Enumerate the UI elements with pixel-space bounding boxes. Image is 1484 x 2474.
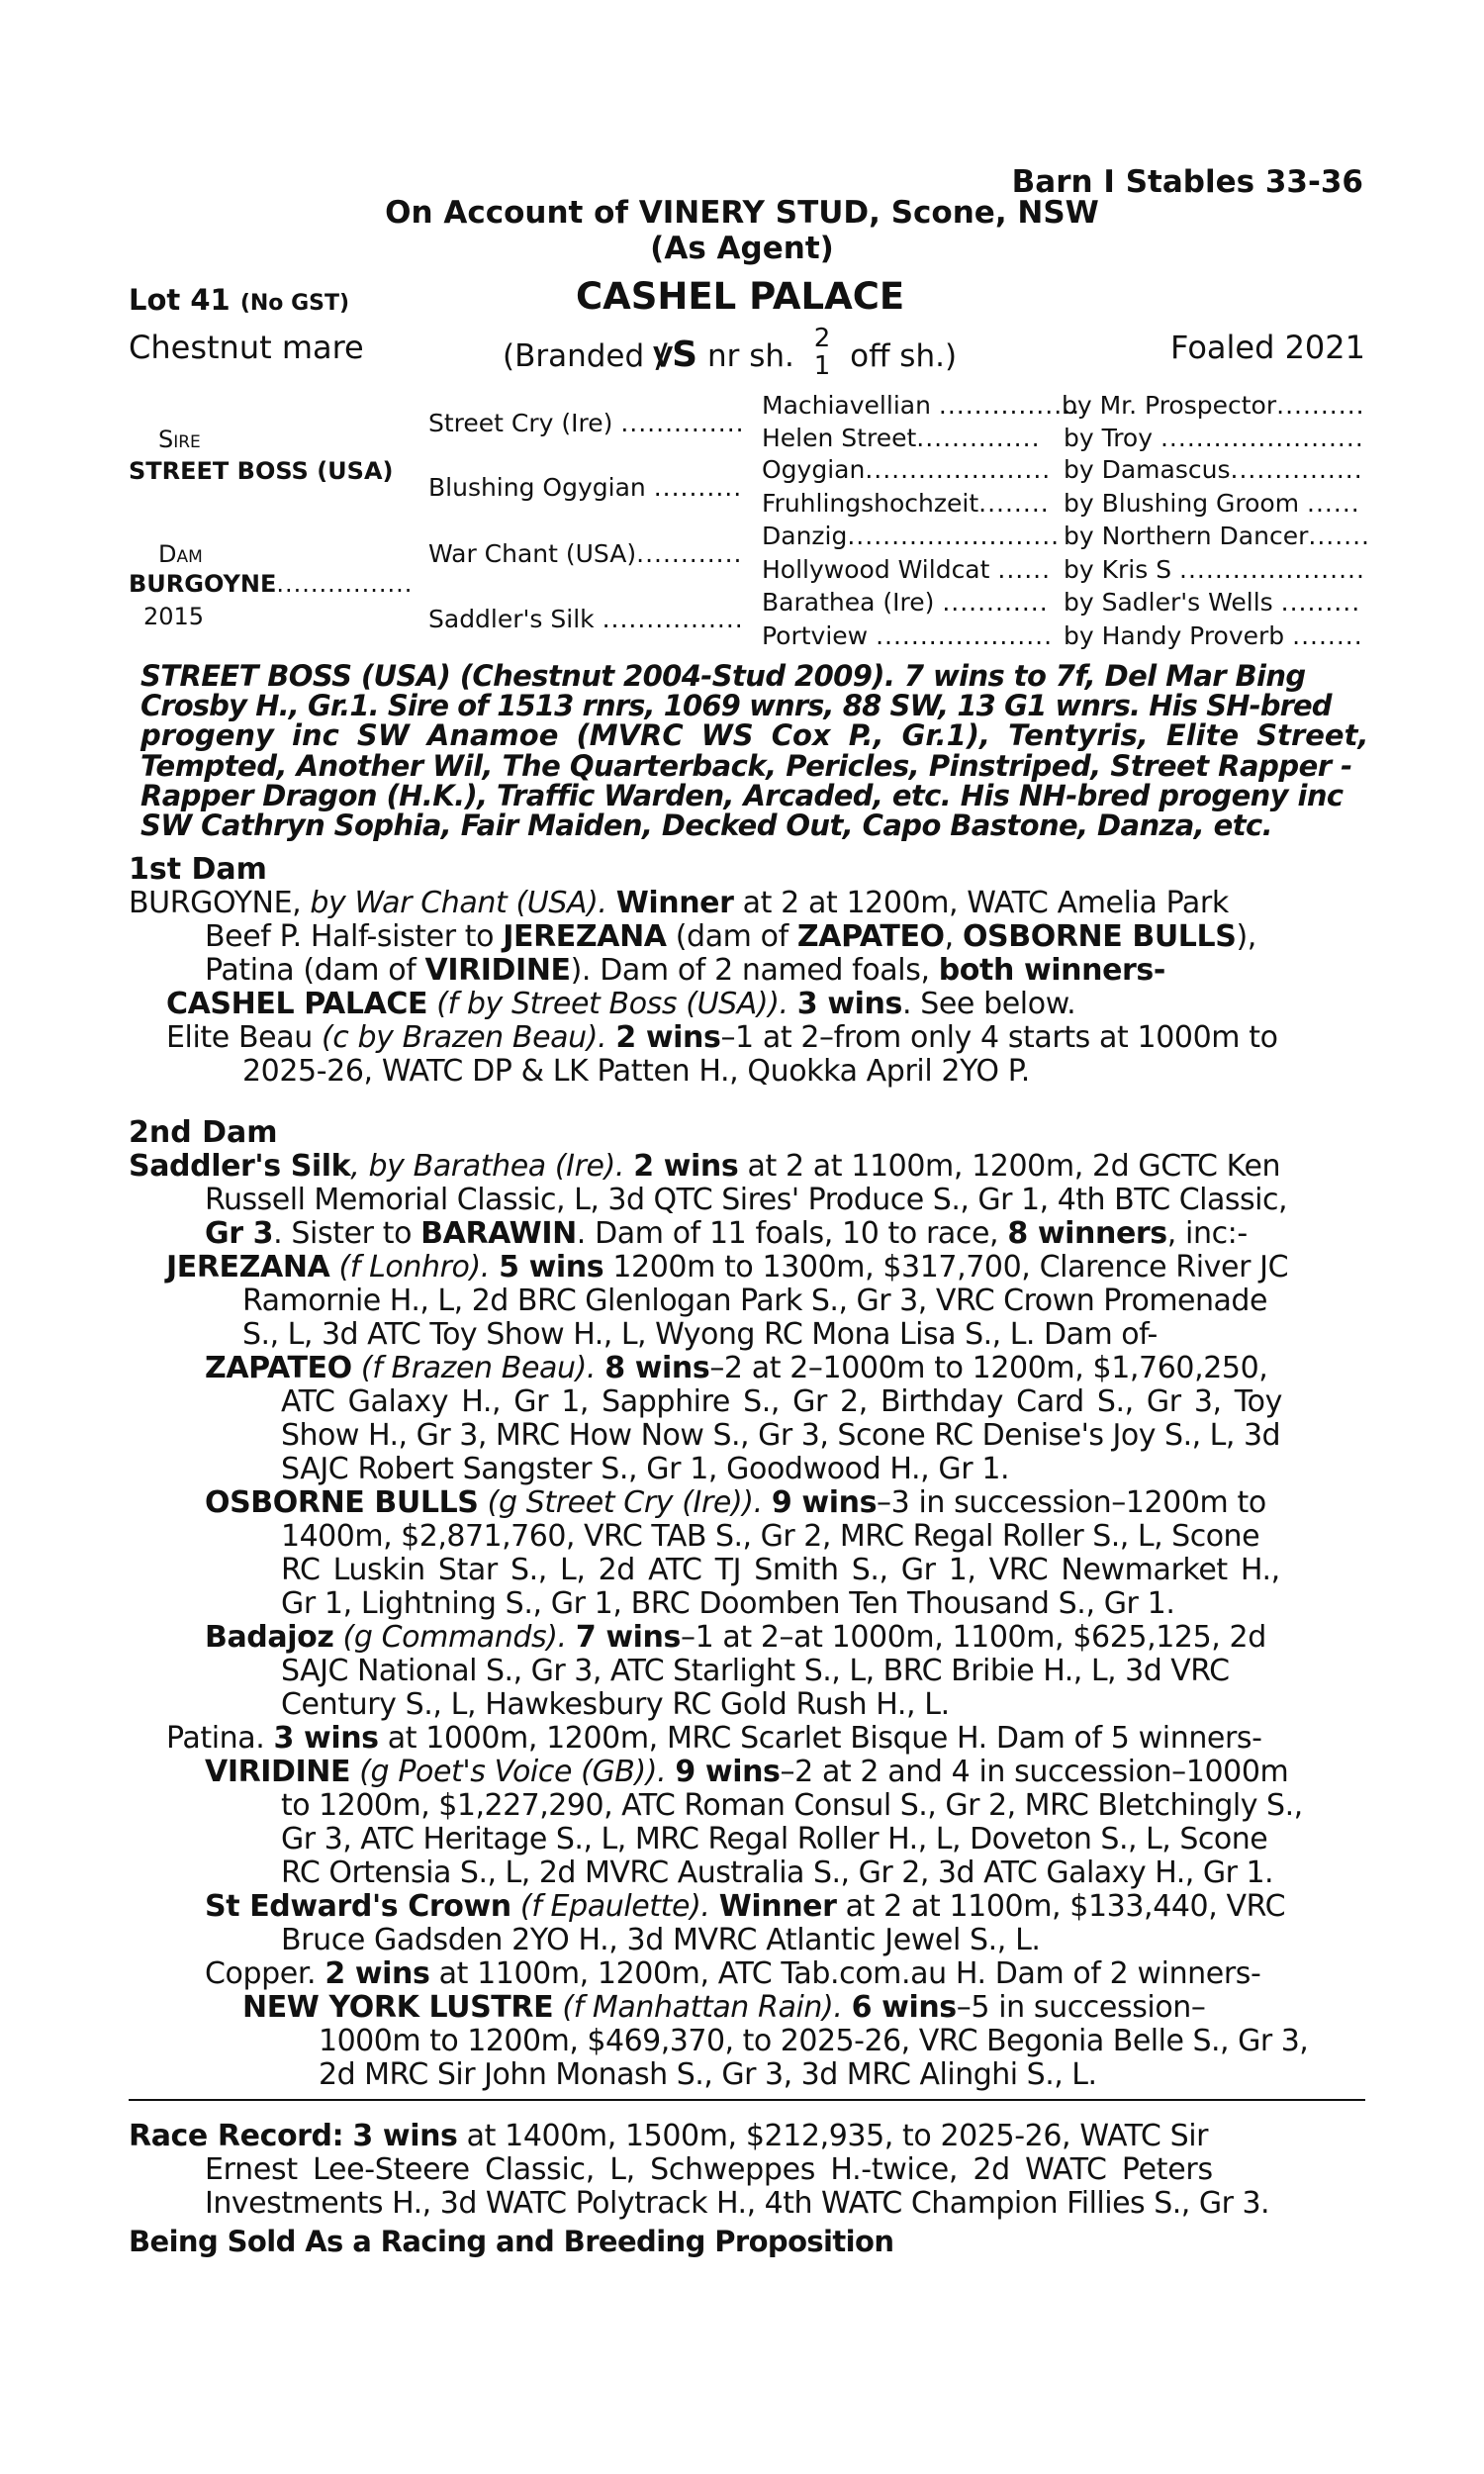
pedigree-gen4: by Damascus............... (1064, 455, 1363, 484)
gst-note: (No GST) (239, 291, 350, 316)
pedigree-gen3: Barathea (Ire) ............ (762, 588, 1049, 617)
second-dam-line (205, 1217, 1248, 1251)
sire-ref: (f Brazen Beau). (360, 1351, 597, 1385)
section-divider (129, 2099, 1365, 2101)
wins-text: Winner (718, 1889, 837, 1924)
produce-line (166, 1722, 1262, 1756)
pedigree-name: Street Cry (Ire) (428, 409, 613, 437)
text: (dam of (675, 919, 788, 954)
pedigree-name: by Blushing Groom (1064, 489, 1300, 518)
text: . Sister to (273, 1216, 413, 1251)
pedigree-gen3: Fruhlingshochzeit........ (762, 489, 1050, 518)
horse-ref: Patina. (166, 1721, 265, 1756)
pedigree-name: by Mr. Prospector (1062, 391, 1277, 420)
sire-ref: (f by Street Boss (USA)). (436, 987, 788, 1021)
race-record-label: Race Record: (129, 2119, 344, 2153)
produce-line: RC Ortensia S., L, 2d MVRC Australia S., Gr 2, 3d ATC Galaxy H., Gr 1. (281, 1856, 1274, 1890)
stud-record-line: Tempted, Another Wil, The Quarterback, Pericles, Pinstriped, Street Rapper - (140, 749, 1352, 783)
pedigree-gen4: by Northern Dancer....... (1064, 522, 1371, 550)
pedigree-name: Hollywood Wildcat (762, 555, 990, 584)
produce-line: Bruce Gadsden 2YO H., 3d MVRC Atlantic Jewel S., L. (281, 1923, 1041, 1957)
wins-text: 2 wins (633, 1149, 739, 1184)
stud-record-line: STREET BOSS (USA) (Chestnut 2004-Stud 2009). 7 wins to 7f, Del Mar Bing (140, 659, 1306, 693)
pedigree-name: by Kris S (1064, 555, 1172, 584)
pedigree-gen4: by Sadler's Wells ......... (1064, 588, 1361, 617)
pedigree-gen4: by Handy Proverb ........ (1064, 621, 1363, 650)
agent-line: (As Agent) (650, 231, 834, 266)
produce-line: SAJC National S., Gr 3, ATC Starlight S., L, BRC Bribie H., L, 3d VRC (281, 1654, 1230, 1688)
stud-record-line: progeny inc SW Anamoe (MVRC WS Cox P., Gr.1), Tentyris, Elite Street, (140, 718, 1369, 752)
pedigree-name: by Damascus (1064, 455, 1231, 484)
produce-line (166, 1251, 1288, 1285)
pedigree-name: by Northern Dancer (1064, 522, 1309, 550)
pedigree-name: Fruhlingshochzeit (762, 489, 979, 518)
text: –2 at 2–1000m to 1200m, $1,760,250, (709, 1351, 1268, 1385)
dam-sire: by War Chant (USA). (310, 886, 607, 920)
dam-name: BURGOYNE (129, 570, 277, 598)
produce-line: to 1200m, $1,227,290, ATC Roman Consul S., Gr 2, MRC Bletchingly S., (281, 1788, 1303, 1823)
produce-line (242, 1991, 1206, 2025)
produce-line: 1000m to 1200m, $469,370, to 2025-26, VRC Begonia Belle S., Gr 3, (319, 2024, 1309, 2058)
brand-num-top: 2 (813, 323, 831, 353)
pedigree-gen2: War Chant (USA)............ (428, 539, 743, 568)
produce-line: RC Luskin Star S., L, 2d ATC TJ Smith S., Gr 1, VRC Newmarket H., (281, 1553, 1280, 1587)
produce-line: S., L, 3d ATC Toy Show H., L, Wyong RC Mona Lisa S., L. Dam of- (242, 1317, 1158, 1352)
pedigree-name: Helen Street (762, 424, 917, 452)
produce-line: ATC Galaxy H., Gr 1, Sapphire S., Gr 2, Birthday Card S., Gr 3, Toy (281, 1384, 1282, 1419)
horse-ref: JEREZANA (503, 919, 667, 954)
sire-ref: (g Commands). (342, 1620, 567, 1655)
pedigree-gen2: Saddler's Silk ................ (428, 605, 744, 633)
pedigree-gen3: Portview .................... (762, 621, 1054, 650)
horse-ref: Badajoz (205, 1620, 334, 1655)
text: at 1400m, 1500m, $212,935, to 2025-26, WATC Sir (466, 2119, 1209, 2153)
wins-text: 5 wins (499, 1250, 604, 1285)
vendor-line: On Account of VINERY STUD, Scone, NSW (385, 195, 1099, 231)
text: . Dam of 11 foals, 10 to race, (576, 1216, 999, 1251)
winner-text: Winner (615, 886, 734, 920)
lot-label: Lot 41 (129, 283, 231, 317)
sire-ref: (g Street Cry (Ire)). (487, 1485, 763, 1520)
pedigree-gen4: by Kris S ..................... (1064, 555, 1365, 584)
text: 1200m to 1300m, $317,700, Clarence River JC (612, 1250, 1289, 1285)
horse-ref: CASHEL PALACE (166, 987, 428, 1021)
text: at 1000m, 1200m, MRC Scarlet Bisque H. Dam of 5 winners- (387, 1721, 1262, 1756)
colour-sex: Chestnut mare (129, 329, 364, 366)
dam-sire: , by Barathea (Ire). (350, 1149, 625, 1184)
produce-line: Ramornie H., L, 2d BRC Glenlogan Park S., Gr 3, VRC Crown Promenade (242, 1284, 1267, 1318)
horse-ref: ZAPATEO (205, 1351, 352, 1385)
stud-record-line: Crosby H., Gr.1. Sire of 1513 rnrs, 1069 wnrs, 88 SW, 13 G1 wnrs. His SH-bred (140, 689, 1332, 722)
dam-leader: ................ (276, 570, 414, 598)
horse-ref: St Edward's Crown (205, 1889, 511, 1924)
first-dam-line (205, 954, 1165, 988)
text: . See below. (901, 987, 1076, 1021)
wins-text: 8 wins (604, 1351, 710, 1385)
sire-ref: (f Manhattan Rain). (562, 1990, 843, 2025)
wins-text: 3 wins (273, 1721, 379, 1756)
race-record-line (129, 2120, 1208, 2153)
horse-ref: Elite Beau (166, 1020, 313, 1055)
barn-location: Barn I Stables 33-36 (1011, 164, 1363, 200)
second-dam-heading: 2nd Dam (129, 1115, 278, 1150)
text: at 2 at 1100m, $133,440, VRC (845, 1889, 1286, 1924)
first-dam-line (129, 887, 1229, 920)
sire-ref: (f Lonhro). (338, 1250, 490, 1285)
horse-ref: Copper. (205, 1956, 317, 1991)
text: ). Dam of 2 named foals, (570, 953, 930, 988)
horse-ref: NEW YORK LUSTRE (242, 1990, 554, 2025)
produce-line (205, 1486, 1266, 1520)
brand-mid: nr sh. (706, 338, 794, 374)
sire-name: STREET BOSS (USA) (129, 457, 394, 485)
grade: Gr 3 (205, 1216, 274, 1251)
dam-name: Saddler's Silk (129, 1149, 351, 1184)
text: –2 at 2 and 4 in succession–1000m (780, 1755, 1289, 1789)
stud-record-line: Rapper Dragon (H.K.), Traffic Warden, Arcaded, etc. His NH-bred progeny inc (140, 779, 1344, 812)
text: –1 at 2–at 1000m, 1100m, $625,125, 2d (680, 1620, 1266, 1655)
produce-line: Gr 1, Lightning S., Gr 1, BRC Doomben Ten Thousand S., Gr 1. (281, 1586, 1175, 1621)
pedigree-gen2: Blushing Ogygian .......... (428, 473, 743, 502)
wins-text: 9 wins (675, 1755, 781, 1789)
sire-label: Sire (158, 426, 201, 453)
horse-ref: JEREZANA (166, 1250, 330, 1285)
produce-line: 2025-26, WATC DP & LK Patten H., Quokka April 2YO P. (242, 1054, 1030, 1089)
dam-label: Dam (158, 540, 203, 568)
text: –5 in succession– (956, 1990, 1206, 2025)
text: –3 in succession–1200m to (877, 1485, 1266, 1520)
produce-line: Show H., Gr 3, MRC How Now S., Gr 3, Scone RC Denise's Joy S., L, 3d (281, 1418, 1281, 1453)
produce-line (205, 1890, 1285, 1924)
pedigree-gen3: Helen Street.............. (762, 424, 1041, 452)
pedigree-name: Machiavellian (762, 391, 931, 420)
sire-ref: (f Epaulette). (519, 1889, 710, 1924)
first-dam-heading: 1st Dam (129, 852, 267, 887)
produce-line (166, 988, 1075, 1021)
text: Beef P. Half-sister to (205, 919, 495, 954)
text: both winners- (938, 953, 1165, 988)
pedigree-name: by Troy (1064, 424, 1154, 452)
pedigree-name: War Chant (USA) (428, 539, 637, 568)
wins-text: 7 wins (575, 1620, 681, 1655)
produce-line: 2d MRC Sir John Monash S., Gr 3, 3d MRC Alinghi S., L. (319, 2057, 1097, 2092)
second-dam-line (129, 1150, 1280, 1184)
race-record-line: Ernest Lee-Steere Classic, L, Schweppes H.-twice, 2d WATC Peters (205, 2152, 1213, 2187)
text: , inc:- (1166, 1216, 1248, 1251)
horse-name: CASHEL PALACE (576, 275, 905, 318)
pedigree-name: Danzig (762, 522, 848, 550)
text: Patina (dam of (205, 953, 417, 988)
text: at 1100m, 1200m, ATC Tab.com.au H. Dam of 2 winners- (438, 1956, 1261, 1991)
produce-line: SAJC Robert Sangster S., Gr 1, Goodwood H., Gr 1. (281, 1452, 1010, 1486)
wins-text: 6 wins (851, 1990, 957, 2025)
second-dam-line: Russell Memorial Classic, L, 3d QTC Sires' Produce S., Gr 1, 4th BTC Classic, (205, 1183, 1288, 1217)
pedigree-name: Saddler's Silk (428, 605, 595, 633)
brand-number (814, 325, 831, 380)
dam-name-line (129, 570, 413, 598)
pedigree-gen3: Danzig........................ (762, 522, 1061, 550)
wins-text: 9 wins (771, 1485, 878, 1520)
produce-line (205, 1352, 1267, 1385)
brand-mark: ꝟS (654, 334, 698, 375)
sire-ref: (c by Brazen Beau). (321, 1020, 607, 1055)
horse-ref: VIRIDINE (424, 953, 571, 988)
produce-line (205, 1957, 1260, 1991)
produce-line: 1400m, $2,871,760, VRC TAB S., Gr 2, MRC Regal Roller S., L, Scone (281, 1519, 1260, 1554)
horse-ref: OSBORNE BULLS (962, 919, 1237, 954)
lot-number (129, 283, 349, 317)
pedigree-name: Ogygian (762, 455, 866, 484)
pedigree-gen2: Street Cry (Ire) .............. (428, 409, 745, 437)
brand-suffix: off sh.) (850, 338, 958, 374)
stud-record-line: SW Cathryn Sophia, Fair Maiden, Decked Out, Capo Bastone, Danza, etc. (140, 809, 1273, 842)
sire-ref: (g Poet's Voice (GB)). (359, 1755, 667, 1789)
text: at 2 at 1100m, 1200m, 2d GCTC Ken (747, 1149, 1281, 1184)
wins-text: 3 wins (352, 2119, 458, 2153)
produce-line: Century S., L, Hawkesbury RC Gold Rush H., L. (281, 1687, 950, 1722)
first-dam-line: Beef P. Half-sister to JEREZANA (dam of ZAPATEO, OSBORNE BULLS), (205, 919, 1256, 954)
winners-text: 8 winners (1007, 1216, 1167, 1251)
horse-ref: BARAWIN (420, 1216, 577, 1251)
pedigree-name: Blushing Ogygian (428, 473, 646, 502)
pedigree-gen3: Hollywood Wildcat ...... (762, 555, 1052, 584)
pedigree-gen4: by Mr. Prospector.......... (1062, 391, 1365, 420)
wins-text: 2 wins (615, 1020, 721, 1055)
dam-name: BURGOYNE, (129, 886, 302, 920)
wins-text: 2 wins (325, 1956, 430, 1991)
text: ), (1236, 919, 1256, 954)
pedigree-gen4: by Blushing Groom ...... (1064, 489, 1360, 518)
produce-line (205, 1756, 1288, 1789)
pedigree-gen3: Ogygian..................... (762, 455, 1052, 484)
produce-line: Gr 3, ATC Heritage S., L, MRC Regal Roller H., L, Doveton S., L, Scone (281, 1822, 1268, 1856)
pedigree-name: Portview (762, 621, 869, 650)
text: at 2 at 1200m, WATC Amelia Park (742, 886, 1229, 920)
pedigree-gen4: by Troy ....................... (1064, 424, 1364, 452)
wins-text: 3 wins (796, 987, 902, 1021)
foaled-year: Foaled 2021 (1170, 329, 1365, 366)
brand-num-bottom: 1 (813, 350, 831, 381)
brand-prefix: (Branded (503, 338, 645, 374)
brand-info (503, 323, 958, 386)
produce-line (205, 1621, 1266, 1655)
pedigree-name: by Sadler's Wells (1064, 588, 1273, 617)
text: –1 at 2–from only 4 starts at 1000m to (720, 1020, 1278, 1055)
horse-ref: OSBORNE BULLS (205, 1485, 479, 1520)
pedigree-name: by Handy Proverb (1064, 621, 1285, 650)
produce-line (166, 1021, 1278, 1055)
pedigree-name: Barathea (Ire) (762, 588, 935, 617)
sale-note: Being Sold As a Racing and Breeding Proposition (129, 2225, 894, 2258)
horse-ref: VIRIDINE (205, 1755, 351, 1789)
horse-ref: ZAPATEO (796, 919, 945, 954)
dam-year: 2015 (143, 603, 205, 630)
pedigree-gen3: Machiavellian ................. (762, 391, 1089, 420)
race-record-line: Investments H., 3d WATC Polytrack H., 4th WATC Champion Fillies S., Gr 3. (205, 2186, 1270, 2221)
